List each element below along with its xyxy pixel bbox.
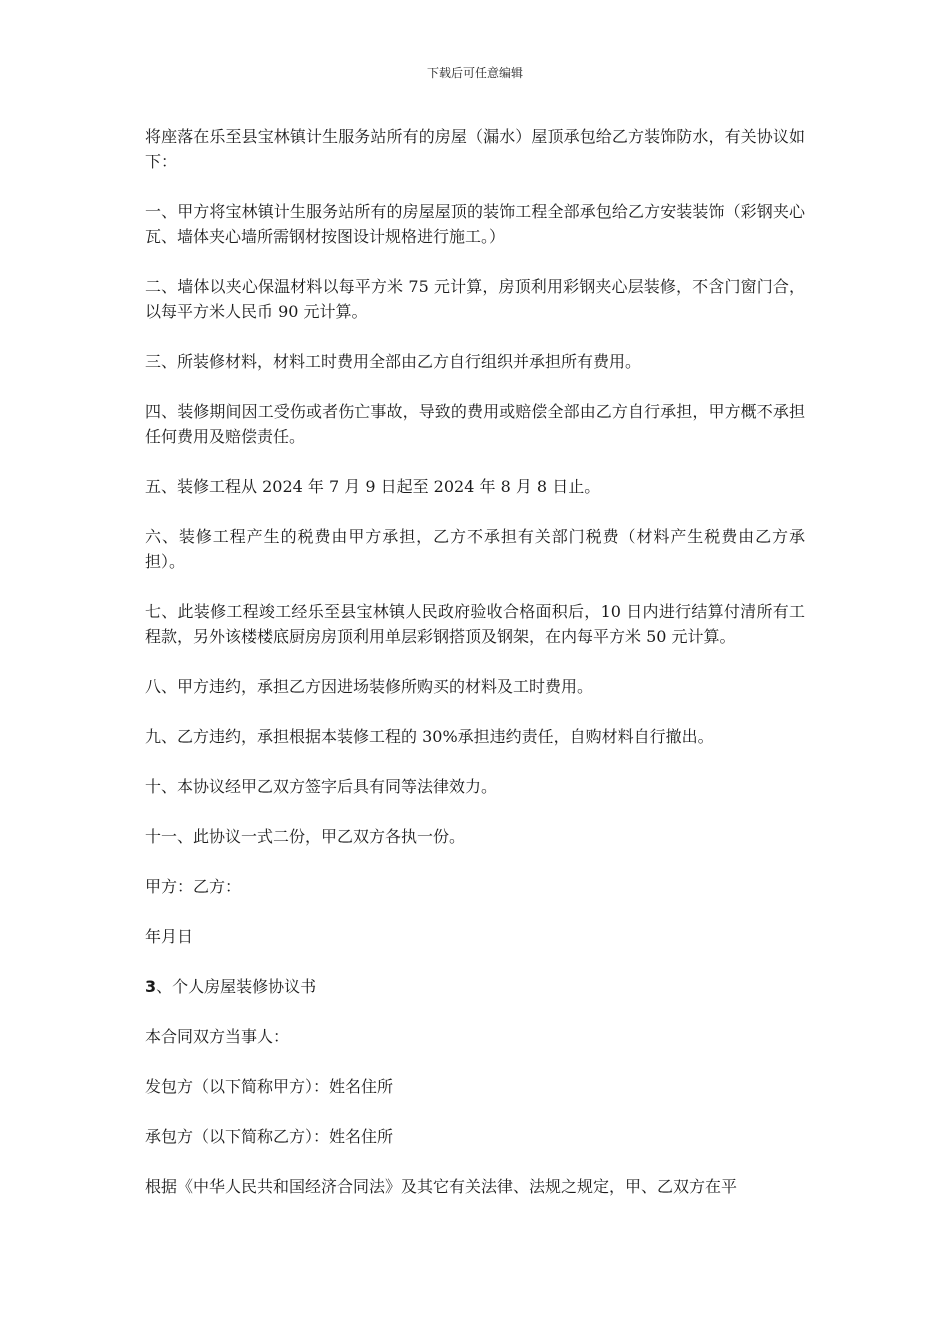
clause-3: 三、所装修材料，材料工时费用全部由乙方自行组织并承担所有费用。: [145, 352, 642, 371]
clause-1: 一、甲方将宝林镇计生服务站所有的房屋屋顶的装饰工程全部承包给乙方安装装饰（彩钢夹心瓦、墙体夹心墙所需钢材按图设计规格进行施工。）: [145, 202, 805, 246]
parties-intro: 本合同双方当事人：: [145, 1027, 290, 1046]
document-body: [145, 124, 805, 1224]
clause-8: 八、甲方违约，承担乙方因进场装修所购买的材料及工时费用。: [145, 677, 594, 696]
clause-11: 十一、此协议一式二份，甲乙双方各执一份。: [145, 827, 466, 846]
clause-10: 十、本协议经甲乙双方签字后具有同等法律效力。: [145, 777, 498, 796]
legal-basis-paragraph: 根据《中华人民共和国经济合同法》及其它有关法律、法规之规定，甲、乙双方在平: [145, 1177, 738, 1196]
clause-4: 四、装修期间因工受伤或者伤亡事故，导致的费用或赔偿全部由乙方自行承担，甲方概不承担任何费用及赔偿责任。: [145, 402, 805, 446]
clause-7: 七、此装修工程竣工经乐至县宝林镇人民政府验收合格面积后，10 日内进行结算付清所有工程款，另外该楼楼底厨房房顶利用单层彩钢搭顶及钢架，在内每平方米 50 元计算。: [145, 602, 805, 646]
section-heading: [145, 974, 805, 999]
signature-line: 甲方：乙方：: [145, 877, 242, 896]
clause-9: 九、乙方违约，承担根据本装修工程的 30%承担违约责任，自购材料自行撤出。: [145, 727, 714, 746]
section-number: 3: [145, 977, 157, 996]
party-a-line: 发包方（以下简称甲方）：姓名住所: [145, 1077, 394, 1096]
date-line: 年月日: [145, 927, 194, 946]
clause-6: 六、装修工程产生的税费由甲方承担，乙方不承担有关部门税费（材料产生税费由乙方承担）。: [145, 527, 805, 571]
clause-2: 二、墙体以夹心保温材料以每平方米 75 元计算，房顶利用彩钢夹心层装修，不含门窗门合，以每平方米人民币 90 元计算。: [145, 277, 805, 321]
clause-5: 五、装修工程从 2024 年 7 月 9 日起至 2024 年 8 月 8 日止。: [145, 477, 601, 496]
intro-paragraph: 将座落在乐至县宝林镇计生服务站所有的房屋（漏水）屋顶承包给乙方装饰防水，有关协议如下：: [145, 127, 805, 171]
section-title: 、个人房屋装修协议书: [156, 977, 317, 996]
page-header: 下载后可任意编辑: [426, 66, 523, 80]
party-b-line: 承包方（以下简称乙方）：姓名住所: [145, 1127, 394, 1146]
